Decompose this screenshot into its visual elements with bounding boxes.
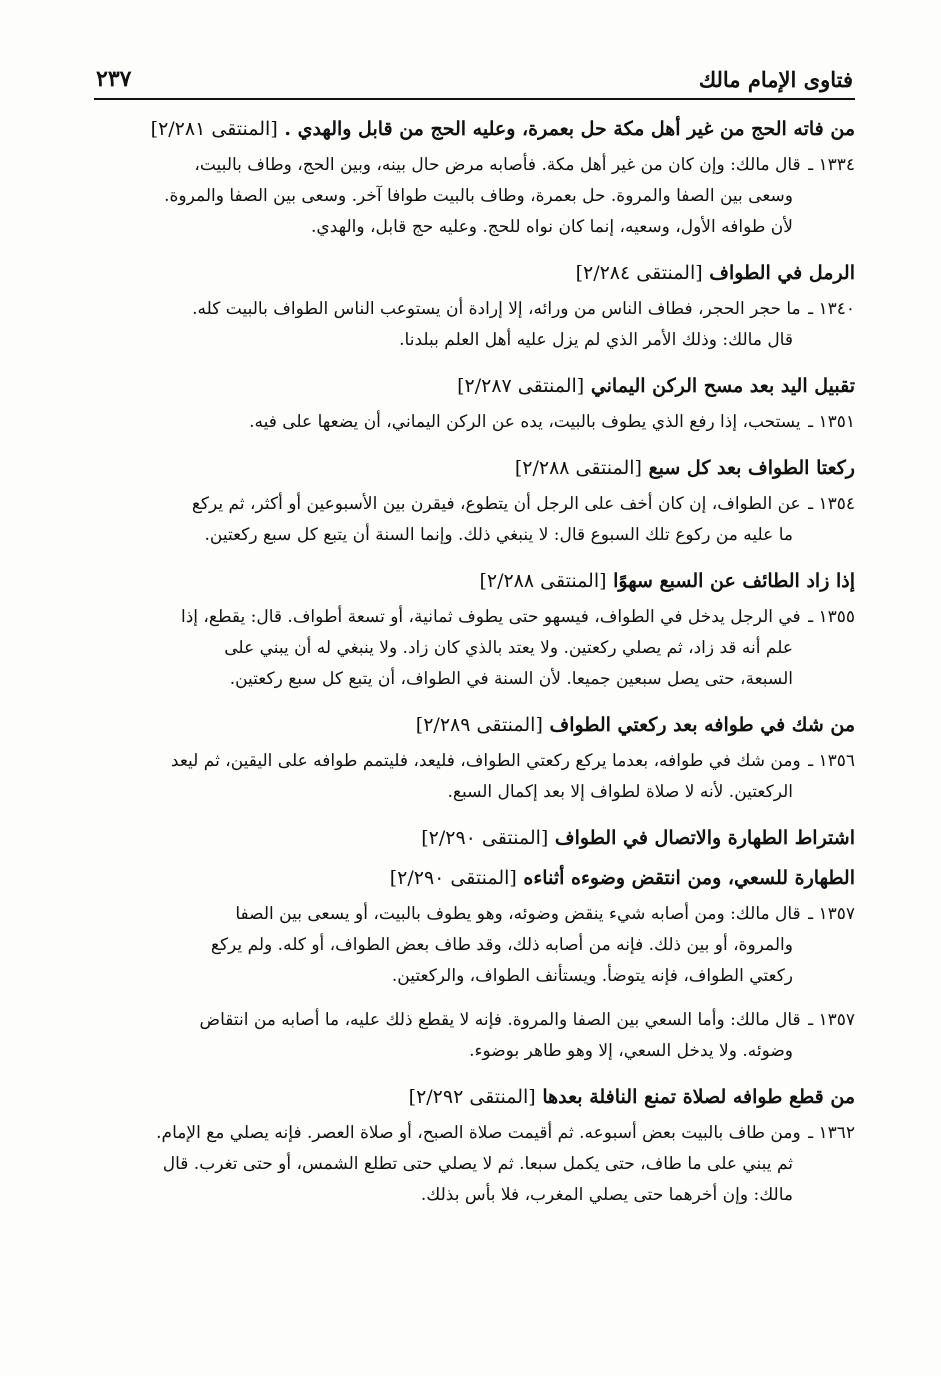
entry-text: ركعتي الطواف، فإنه يتوضأ. ويستأنف الطواف، والركعتين.: [391, 966, 793, 986]
section-title: تقبيل اليد بعد مسح الركن اليماني: [590, 375, 855, 397]
page-content: [94, 112, 855, 1211]
entry-text: عن الطواف، إن كان أخف على الرجل أن يتطوع، فيقرن بين الأسبوعين أو أكثر، ثم يركع: [191, 494, 801, 514]
section-title: اشتراط الطهارة والاتصال في الطواف: [554, 827, 855, 849]
entry-text: قال مالك: وإن كان من غير أهل مكة. فأصابه مرض حال بينه، وبين الحج، وطاف بالبيت،: [194, 155, 801, 175]
fatwa-entry: [94, 602, 855, 695]
source-citation: [المنتقى ٢/٢٨٩]: [415, 714, 543, 736]
page-header: [94, 52, 855, 100]
fatwa-entry: [94, 899, 855, 992]
section-title: الرمل في الطواف: [709, 262, 855, 284]
source-citation: [المنتقى ٢/٢٨٨]: [479, 570, 607, 592]
source-citation: [المنتقى ٢/٢٩٠]: [421, 827, 549, 849]
entry-text: لأن طوافه الأول، وسعيه، إنما كان نواه للحج. وعليه حج قابل، والهدي.: [311, 217, 793, 237]
entry-number: ١٣٥٦ ـ: [808, 751, 855, 771]
entry-line: [94, 633, 855, 664]
entry-line: [94, 325, 855, 356]
source-citation: [المنتقى ٢/٢٩٢]: [408, 1086, 536, 1108]
entry-line: [94, 520, 855, 551]
entry-number: ١٣٥١ ـ: [808, 412, 855, 432]
entry-line: [94, 664, 855, 695]
entry-number: ١٣٣٤ ـ: [808, 155, 855, 175]
entry-line: [94, 930, 855, 961]
entry-number: ١٣٥٤ ـ: [808, 494, 855, 514]
section-title: ركعتا الطواف بعد كل سبع: [648, 457, 855, 479]
entry-text: ما حجر الحجر، فطاف الناس من ورائه، إلا إرادة أن يستوعب الناس الطواف بالبيت كله.: [192, 299, 801, 319]
section-heading: [94, 369, 855, 403]
source-citation: [المنتقى ٢/٢٨١]: [150, 118, 278, 140]
section-heading: [94, 564, 855, 598]
entry-text: الركعتين. لأنه لا صلاة لطواف إلا بعد إكمال السبع.: [447, 782, 793, 802]
entry-text: وضوئه. ولا يدخل السعي، إلا وهو طاهر بوضوء.: [469, 1041, 793, 1061]
section-title: إذا زاد الطائف عن السبع سهوًا: [613, 570, 855, 592]
entry-text: قال مالك: وذلك الأمر الذي لم يزل عليه أهل العلم ببلدنا.: [399, 330, 793, 350]
fatwa-entry: [94, 150, 855, 243]
section-heading: [94, 451, 855, 485]
entry-text: علم أنه قد زاد، ثم يصلي ركعتين. ولا يعتد بالذي كان زاد. ولا ينبغي له أن يبني على: [224, 638, 793, 658]
entry-number: ١٣٥٧ ـ: [808, 1010, 855, 1030]
entry-line: [94, 212, 855, 243]
entry-line: [94, 407, 855, 438]
entry-text: ومن شك في طوافه، بعدما يركع ركعتي الطواف، فليعد، فليتمم طوافه على اليقين، ثم ليعد: [170, 751, 801, 771]
section-title: من فاته الحج من غير أهل مكة حل بعمرة، وعليه الحج من قابل والهدي .: [284, 118, 855, 140]
entry-line: [94, 1149, 855, 1180]
entry-text: ما عليه من ركوع تلك السبوع قال: لا ينبغي ذلك. وإنما السنة أن يتبع كل سبع ركعتين.: [204, 525, 793, 545]
fatwa-entry: [94, 294, 855, 356]
entry-line: [94, 150, 855, 181]
entry-text: قال مالك: وأما السعي بين الصفا والمروة. فإنه لا يقطع ذلك عليه، ما أصابه من انتقاض: [199, 1010, 801, 1030]
section-title: الطهارة للسعي، ومن انتقض وضوءه أثناءه: [523, 867, 855, 889]
section-heading: [94, 708, 855, 742]
entry-line: [94, 1005, 855, 1036]
fatwa-entry: [94, 1005, 855, 1067]
section-heading: [94, 861, 855, 895]
section-heading: [94, 256, 855, 290]
source-citation: [المنتقى ٢/٢٨٨]: [514, 457, 642, 479]
entry-line: [94, 1036, 855, 1067]
entry-text: يستحب، إذا رفع الذي يطوف بالبيت، يده عن الركن اليماني، أن يضعها على فيه.: [249, 412, 801, 432]
page-number: ٢٣٧: [96, 66, 132, 92]
entry-number: ١٣٥٧ ـ: [808, 904, 855, 924]
entry-text: السبعة، حتى يصل سبعين جميعا. لأن السنة في الطواف، أن يتبع كل سبع ركعتين.: [229, 669, 793, 689]
fatwa-entry: [94, 407, 855, 438]
entry-line: [94, 777, 855, 808]
entry-text: في الرجل يدخل في الطواف، فيسهو حتى يطوف ثمانية، أو تسعة أطواف. قال: يقطع، إذا: [180, 607, 801, 627]
fatwa-entry: [94, 1118, 855, 1211]
section-title: من قطع طوافه لصلاة تمنع النافلة بعدها: [542, 1086, 855, 1108]
entry-text: وسعى بين الصفا والمروة. حل بعمرة، وطاف بالبيت طوافا آخر. وسعى بين الصفا والمروة.: [164, 186, 793, 206]
entry-line: [94, 181, 855, 212]
section-title: من شك في طوافه بعد ركعتي الطواف: [549, 714, 855, 736]
entry-number: ١٣٦٢ ـ: [808, 1123, 855, 1143]
entry-number: ١٣٤٠ ـ: [808, 299, 855, 319]
entry-text: ثم يبني على ما طاف، حتى يكمل سبعا. ثم لا يصلي حتى تطلع الشمس، أو حتى تغرب. قال: [162, 1154, 793, 1174]
entry-text: قال مالك: ومن أصابه شيء ينقض وضوئه، وهو يطوف بالبيت، أو يسعى بين الصفا: [235, 904, 801, 924]
entry-line: [94, 746, 855, 777]
entry-line: [94, 294, 855, 325]
source-citation: [المنتقى ٢/٢٨٧]: [457, 375, 585, 397]
running-title: فتاوى الإمام مالك: [698, 67, 853, 92]
entry-line: [94, 1180, 855, 1211]
source-citation: [المنتقى ٢/٢٩٠]: [389, 867, 517, 889]
entry-line: [94, 899, 855, 930]
entry-line: [94, 961, 855, 992]
fatwa-entry: [94, 489, 855, 551]
entry-number: ١٣٥٥ ـ: [808, 607, 855, 627]
section-heading: [94, 821, 855, 855]
entry-text: ومن طاف بالبيت بعض أسبوعه. ثم أقيمت صلاة الصبح، أو صلاة العصر. فإنه يصلي مع الإمام.: [156, 1123, 801, 1143]
entry-line: [94, 1118, 855, 1149]
section-heading: [94, 1080, 855, 1114]
entry-line: [94, 602, 855, 633]
source-citation: [المنتقى ٢/٢٨٤]: [575, 262, 703, 284]
entry-line: [94, 489, 855, 520]
section-heading: [94, 112, 855, 146]
entry-text: والمروة، أو بين ذلك. فإنه من أصابه ذلك، وقد طاف بعض الطواف، أو كله. ولم يركع: [210, 935, 793, 955]
entry-text: مالك: وإن أخرهما حتى يصلي المغرب، فلا بأس بذلك.: [420, 1185, 793, 1205]
fatwa-entry: [94, 746, 855, 808]
